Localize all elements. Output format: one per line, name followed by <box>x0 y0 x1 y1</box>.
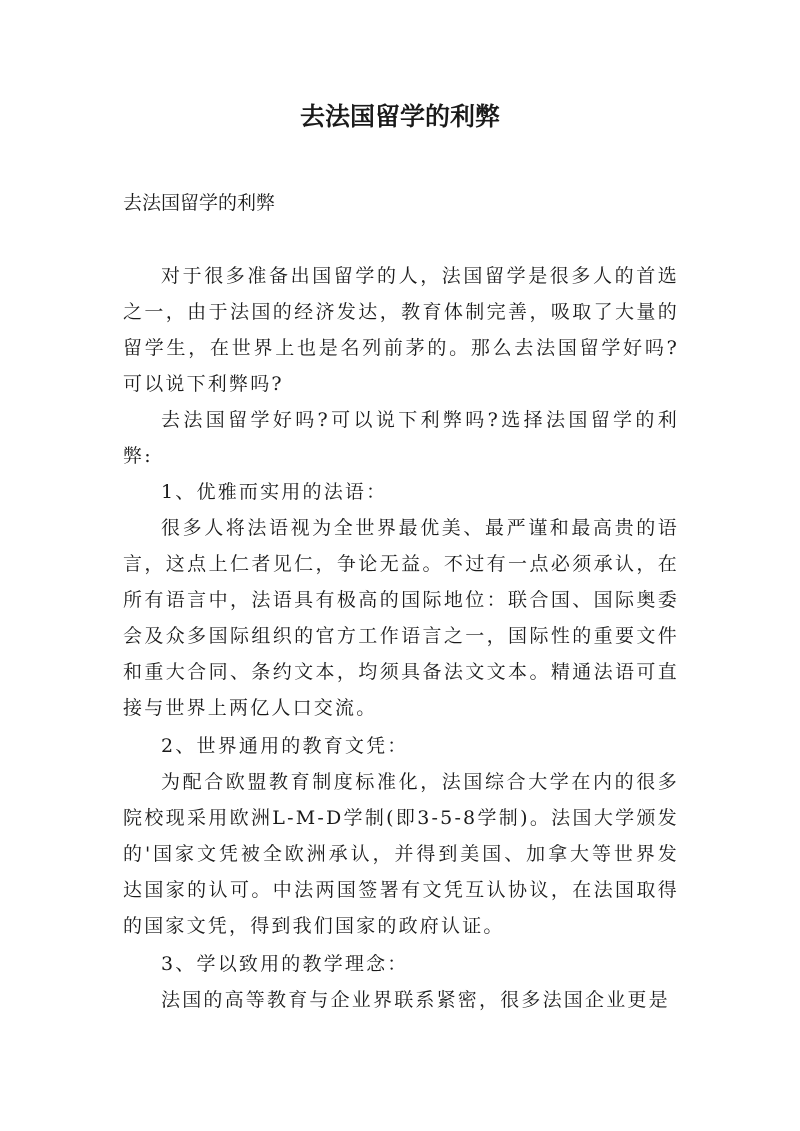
document-title: 去法国留学的利弊 <box>299 102 500 131</box>
section-heading-3: 3、学以致用的教学理念： <box>161 953 409 975</box>
intro-paragraph: 对于很多准备出国留学的人，法国留学是很多人的首选之一，由于法国的经济发达，教育体制完善，吸取了大量的留学生，在世界上也是名列前茅的。那么去法国留学好吗?可以说下利弊吗? <box>123 265 679 395</box>
document-body <box>123 258 679 1018</box>
section-body-3: 法国的高等教育与企业界联系紧密，很多法国企业更是 <box>161 989 670 1011</box>
section-heading-1: 1、优雅而实用的法语： <box>161 481 388 503</box>
section-heading-2: 2、世界通用的教育文凭： <box>161 735 409 757</box>
section-body-2: 为配合欧盟教育制度标准化，法国综合大学在内的很多院校现采用欧洲L-M-D学制(即3-5-8学制)。法国大学颁发的'国家文凭被全欧洲承认，并得到美国、加拿大等世界发达国家的认可。中法两国签署有文凭互认协议，在法国取得的国家文凭，得到我们国家的政府认证。 <box>123 771 679 937</box>
question-paragraph: 去法国留学好吗?可以说下利弊吗?选择法国留学的利弊: <box>123 409 679 467</box>
document-subtitle: 去法国留学的利弊 <box>123 192 276 214</box>
section-body-1: 很多人将法语视为全世界最优美、最严谨和最高贵的语言，这点上仁者见仁，争论无益。不过有一点必须承认，在所有语言中，法语具有极高的国际地位：联合国、国际奥委会及众多国际组织的官方工作语言之一，国际性的重要文件和重大合同、条约文本，均须具备法文文本。精通法语可直接与世界上两亿人口交流。 <box>123 517 679 719</box>
